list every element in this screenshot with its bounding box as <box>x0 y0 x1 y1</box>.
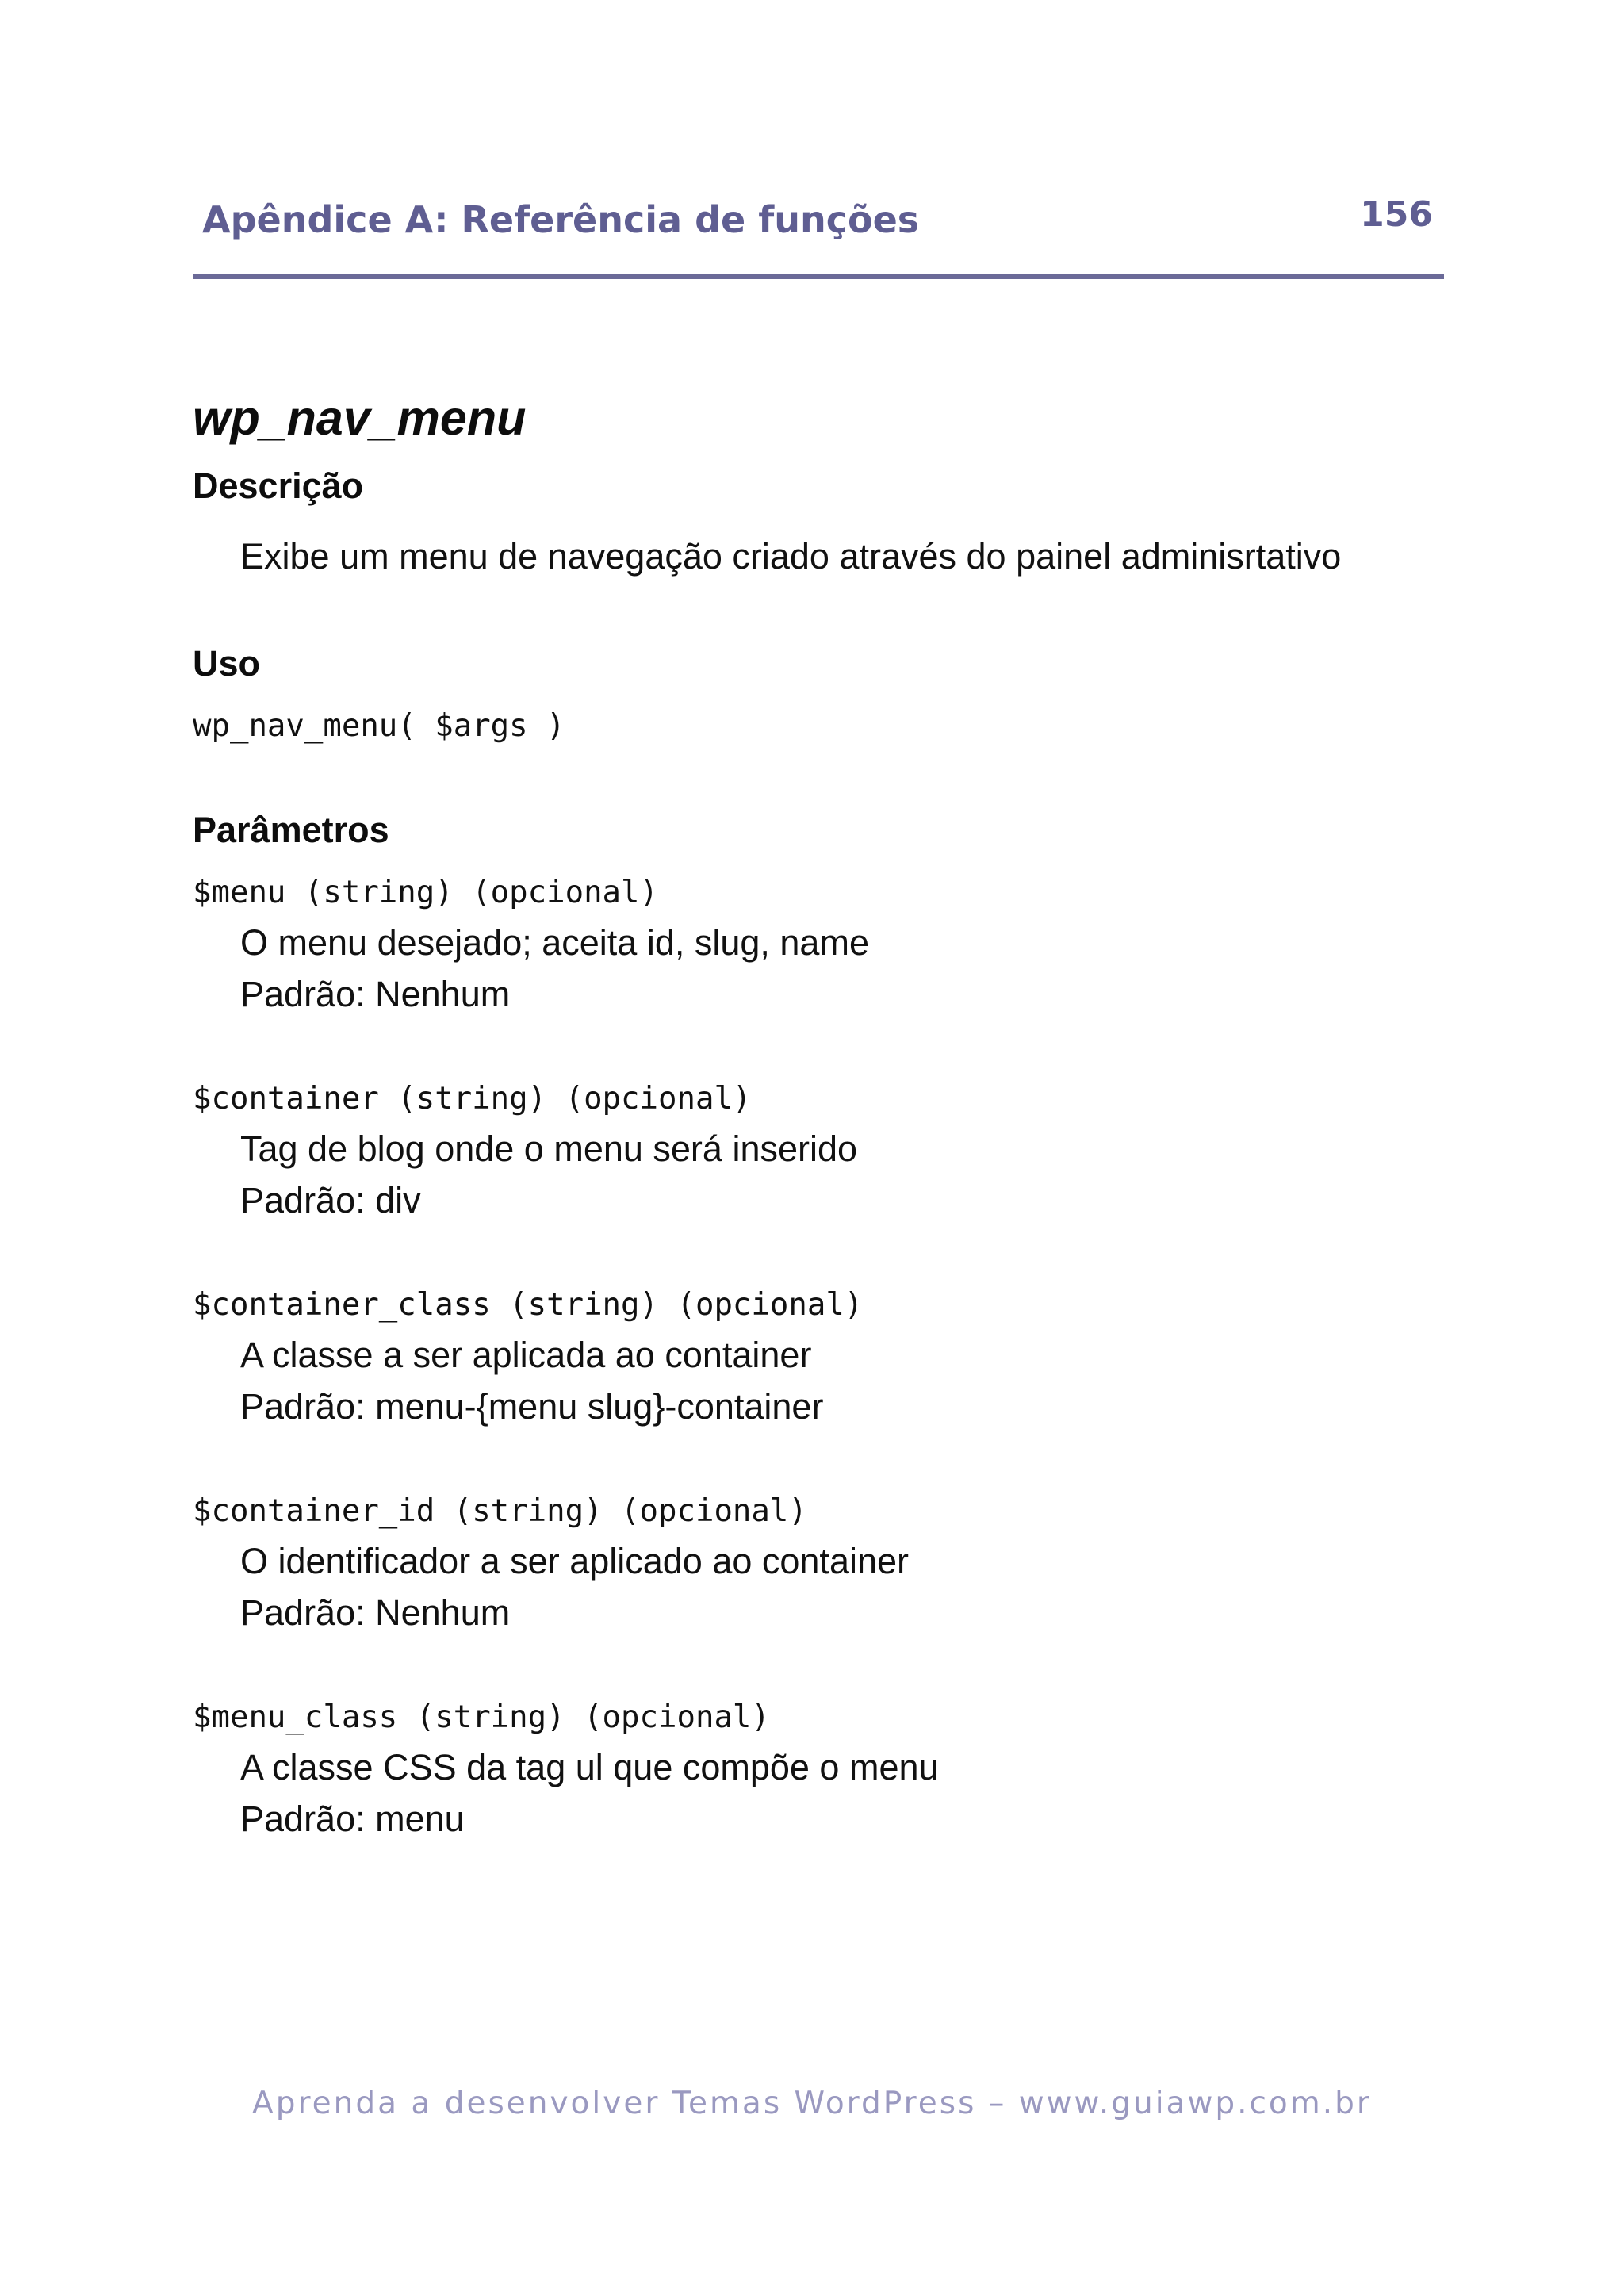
param-signature: $container_id (string) (opcional) <box>193 1493 807 1529</box>
param-signature: $menu (string) (opcional) <box>193 875 658 910</box>
param-default: Padrão: Nenhum <box>240 974 511 1014</box>
param-description: A classe a ser aplicada ao container <box>240 1335 812 1375</box>
function-name: wp_nav_menu <box>193 391 527 445</box>
param-description: Tag de blog onde o menu será inserido <box>240 1128 858 1169</box>
param-signature: $container_class (string) (opcional) <box>193 1287 864 1323</box>
page-header <box>193 190 1444 279</box>
description-text: Exibe um menu de navegação criado através do painel adminisrtativo <box>240 536 1342 577</box>
param-description: O identificador a ser aplicado ao container <box>240 1541 910 1581</box>
parameters-heading: Parâmetros <box>193 810 389 850</box>
param-description: A classe CSS da tag ul que compõe o menu <box>240 1747 939 1787</box>
param-signature: $container (string) (opcional) <box>193 1081 752 1117</box>
description-heading: Descrição <box>193 465 364 506</box>
param-description: O menu desejado; aceita id, slug, name <box>240 922 869 963</box>
param-default: Padrão: menu-{menu slug}-container <box>240 1386 824 1427</box>
page-number: 156 <box>1360 194 1433 235</box>
param-default: Padrão: menu <box>240 1799 465 1839</box>
page-footer: Aprenda a desenvolver Temas WordPress – www.guiawp.com.br <box>252 2086 1372 2121</box>
usage-code: wp_nav_menu( $args ) <box>193 708 565 744</box>
param-signature: $menu_class (string) (opcional) <box>193 1699 770 1735</box>
usage-heading: Uso <box>193 643 261 684</box>
chapter-title: Apêndice A: Referência de funções <box>202 198 920 241</box>
param-default: Padrão: Nenhum <box>240 1592 511 1633</box>
param-default: Padrão: div <box>240 1180 421 1220</box>
